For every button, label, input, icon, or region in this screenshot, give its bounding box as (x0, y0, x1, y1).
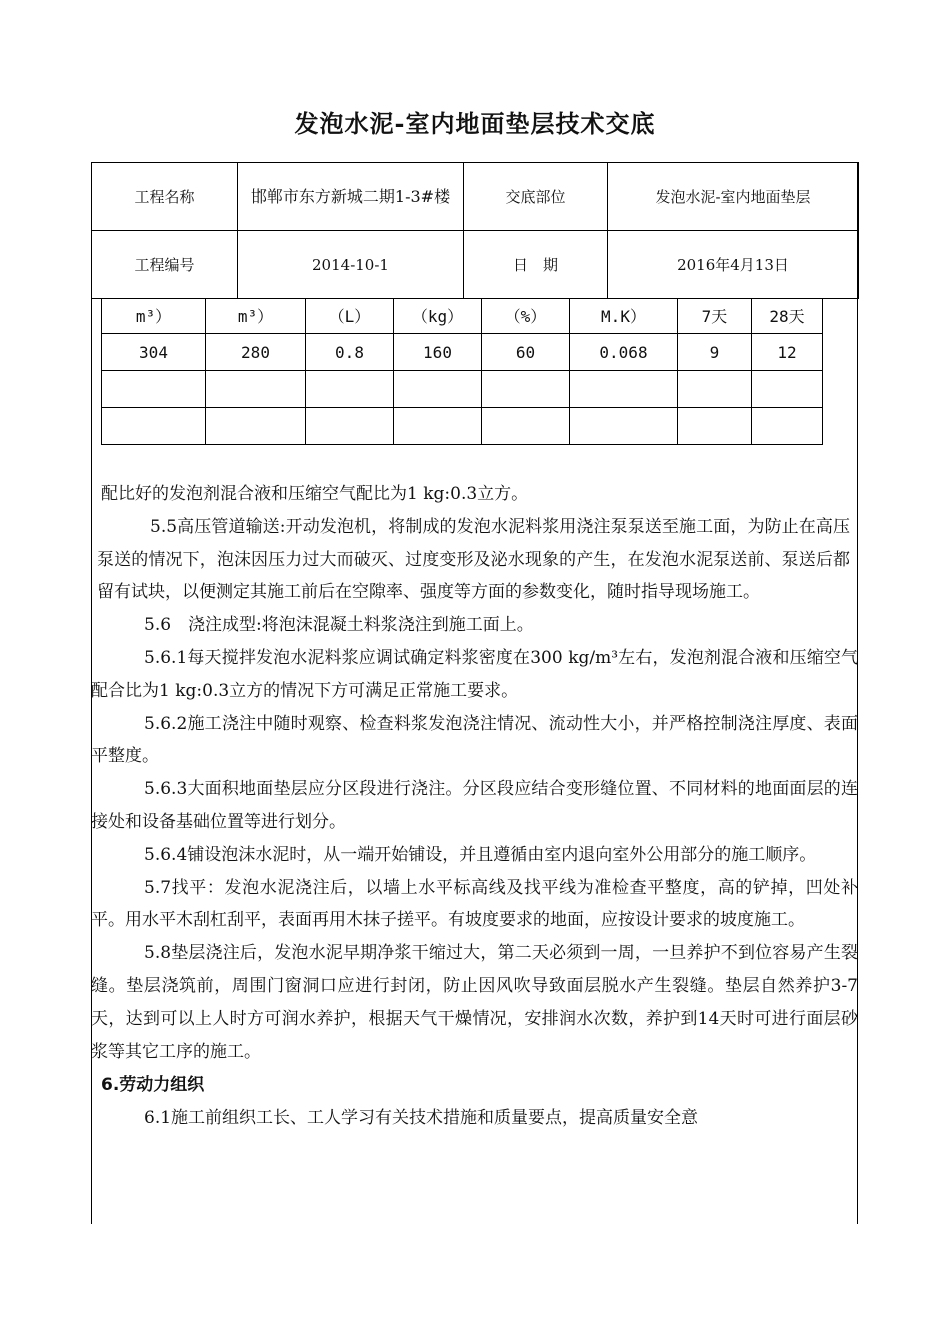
part-value: 发泡水泥-室内地面垫层 (608, 163, 859, 231)
table-cell: 280 (206, 334, 306, 371)
table-cell: 28天 (752, 298, 823, 334)
table-cell (306, 408, 394, 445)
paragraph: 5.8垫层浇注后，发泡水泥早期净浆干缩过大，第二天必须到一周，一旦养护不到位容易产生裂缝。垫层浇筑前，周围门窗洞口应进行封闭，防止因风吹导致面层脱水产生裂缝。垫层自然养护3-7天，达到可以上人时方可润水养护，根据天气干燥情况，安排润水次数，养护到14天时可进行面层砂浆等其它工序的施工。 (91, 943, 858, 1062)
table-cell: 12 (752, 334, 823, 371)
table-cell: m³） (102, 298, 206, 334)
date-value: 2016年4月13日 (608, 231, 859, 299)
table-cell (102, 408, 206, 445)
table-cell: 60 (482, 334, 570, 371)
project-no-label: 工程编号 (92, 231, 238, 299)
info-row (92, 163, 859, 231)
table-cell (394, 371, 482, 408)
table-cell: （kg） (394, 298, 482, 334)
project-name-value: 邯郸市东方新城二期1-3#楼 (238, 163, 464, 231)
table-cell (570, 371, 678, 408)
table-cell: （%） (482, 298, 570, 334)
paragraph: 5.6.1每天搅拌发泡水泥料浆应调试确定料浆密度在300 kg/m³左右，发泡剂混合液和压缩空气配合比为1 kg:0.3立方的情况下方可满足正常施工要求。 (91, 647, 858, 701)
table-cell (752, 371, 823, 408)
date-label: 日 期 (464, 231, 608, 299)
table-cell: （L） (306, 298, 394, 334)
table-cell (206, 408, 306, 445)
paragraph: 5.7找平：发泡水泥浇注后，以墙上水平标高线及找平线为准检查平整度，高的铲掉，凹处补平。用水平木刮杠刮平，表面再用木抹子搓平。有坡度要求的地面，应按设计要求的坡度施工。 (91, 877, 858, 931)
table-row (102, 408, 823, 445)
paragraph: 6.1施工前组织工长、工人学习有关技术措施和质量要点，提高质量安全意 (144, 1108, 699, 1129)
table-row (102, 334, 823, 371)
table-cell (306, 371, 394, 408)
paragraph: 5.6.3大面积地面垫层应分区段进行浇注。分区段应结合变形缝位置、不同材料的地面面层的连接处和设备基础位置等进行划分。 (91, 779, 858, 832)
page-title: 发泡水泥-室内地面垫层技术交底 (294, 109, 656, 138)
table-cell: M.K） (570, 298, 678, 334)
table-cell: 160 (394, 334, 482, 371)
body-text (91, 478, 858, 1135)
table-cell (206, 371, 306, 408)
table-cell: 304 (102, 334, 206, 371)
paragraph: 配比好的发泡剂混合液和压缩空气配比为1 kg:0.3立方。 (101, 484, 529, 504)
table-cell (394, 408, 482, 445)
table-cell: 0.068 (570, 334, 678, 371)
paragraph: 5.6.2施工浇注中随时观察、检查料浆发泡浇注情况、流动性大小，并严格控制浇注厚度、表面平整度。 (91, 713, 858, 767)
table-header-row (102, 298, 823, 334)
paragraph: 5.5高压管道输送:开动发泡机，将制成的发泡水泥料浆用浇注泵泵送至施工面，为防止在高压泵送的情况下，泡沫因压力过大而破灭、过度变形及泌水现象的产生，在发泡水泥泵送前、泵送后都留有试块，以便测定其施工前后在空隙率、强度等方面的参数变化，随时指导现场施工。 (97, 516, 850, 603)
project-name-label: 工程名称 (92, 163, 238, 231)
info-row (92, 231, 859, 299)
table-cell: 0.8 (306, 334, 394, 371)
section-heading: 6.劳动力组织 (101, 1075, 205, 1096)
table-cell (482, 408, 570, 445)
project-info-table (91, 162, 859, 299)
table-cell (678, 408, 752, 445)
paragraph: 5.6.4铺设泡沫水泥时，从一端开始铺设，并且遵循由室内退向室外公用部分的施工顺序。 (144, 844, 817, 865)
project-no-value: 2014-10-1 (238, 231, 464, 299)
table-row (102, 371, 823, 408)
table-cell: m³） (206, 298, 306, 334)
table-cell (752, 408, 823, 445)
table-cell: 9 (678, 334, 752, 371)
table-cell: 7天 (678, 298, 752, 334)
paragraph: 5.6 浇注成型:将泡沫混凝土料浆浇注到施工面上。 (144, 615, 534, 636)
table-cell (482, 371, 570, 408)
part-label: 交底部位 (464, 163, 608, 231)
table-cell (678, 371, 752, 408)
table-cell (102, 371, 206, 408)
table-cell (570, 408, 678, 445)
mix-ratio-table (101, 298, 823, 445)
